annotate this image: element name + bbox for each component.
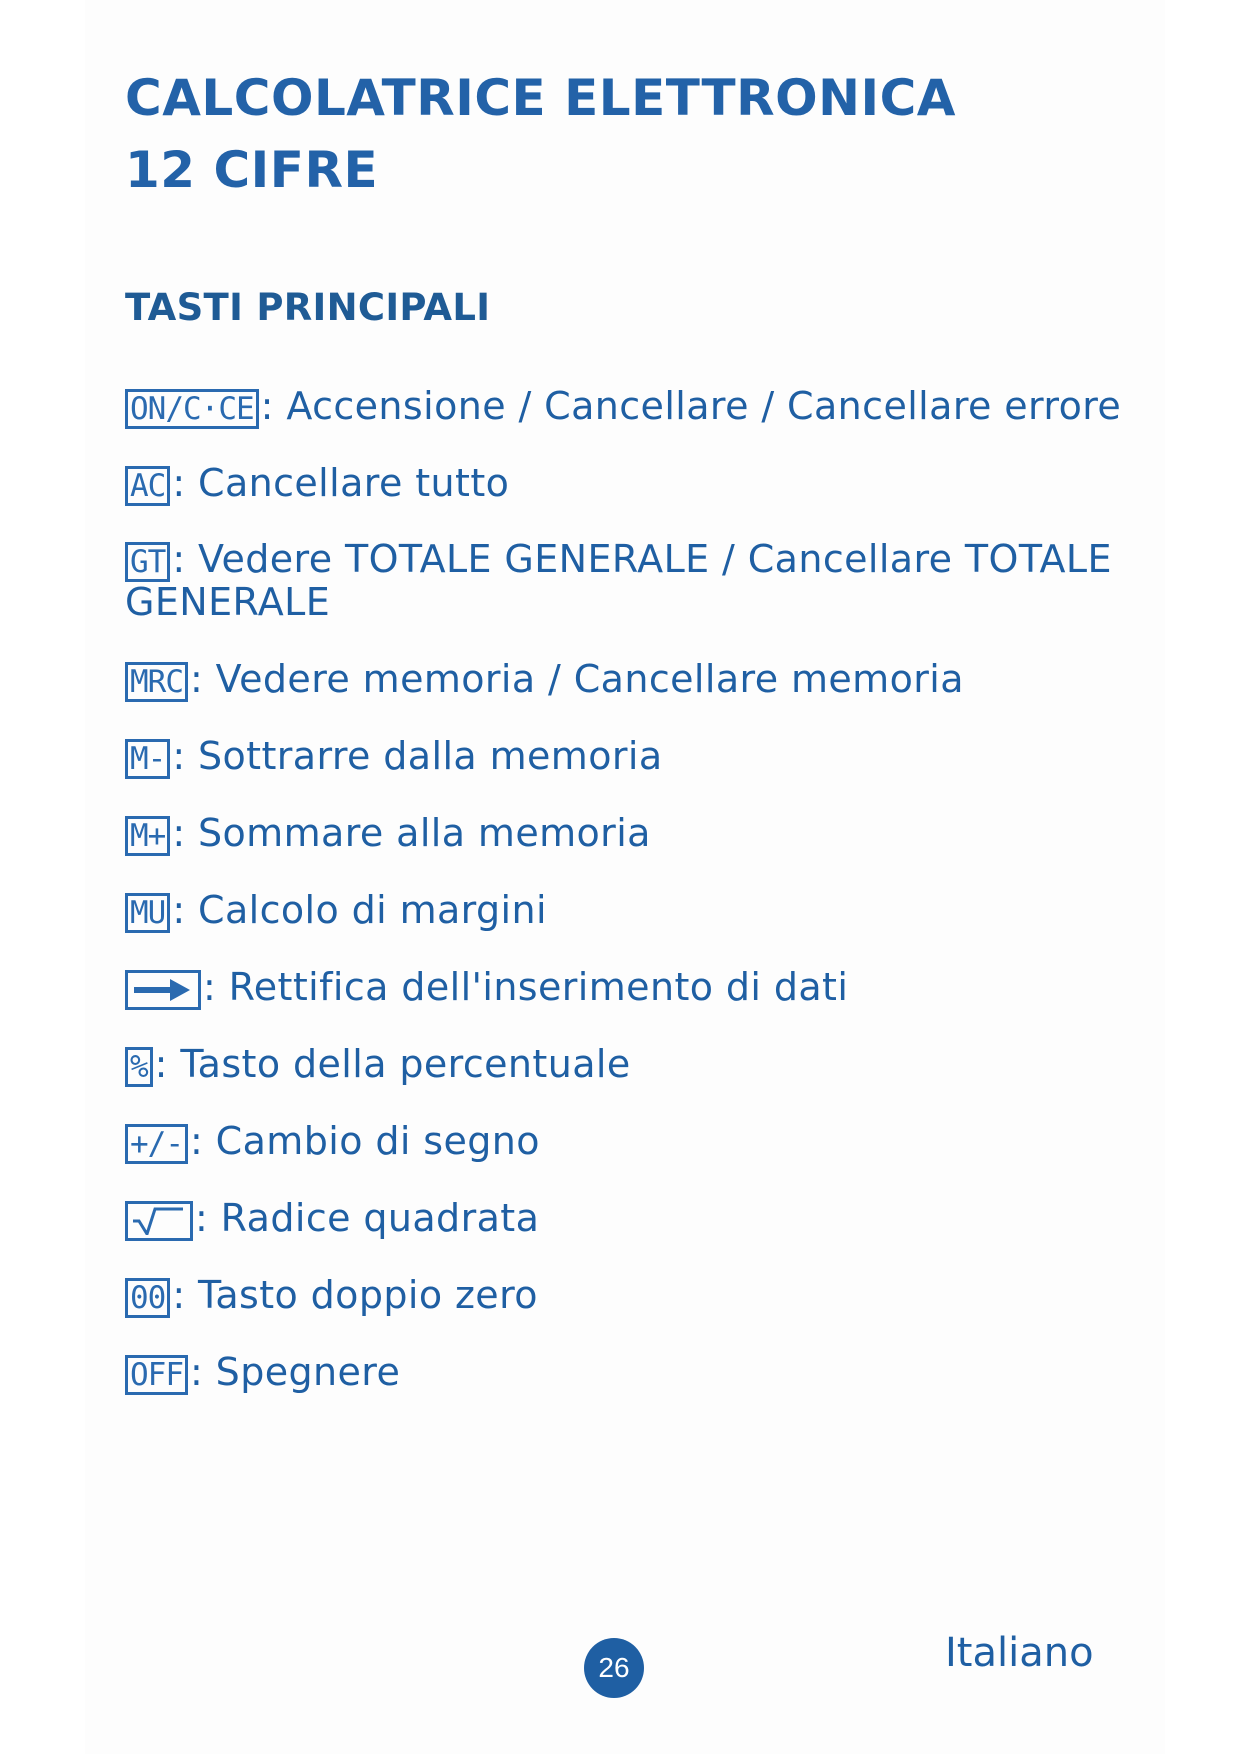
key-ac: AC	[125, 466, 170, 506]
key-row-off	[125, 1351, 1125, 1395]
key-desc: : Cancellare tutto	[172, 461, 510, 505]
key-double-zero: 00	[125, 1278, 170, 1318]
key-desc: : Vedere memoria / Cancellare memoria	[190, 657, 964, 701]
key-desc: : Sommare alla memoria	[172, 811, 651, 855]
key-plus-minus: +/-	[125, 1124, 188, 1164]
title-line-1: CALCOLATRICE ELETTRONICA	[125, 69, 956, 127]
key-row-sqrt	[125, 1197, 1125, 1241]
key-desc: : Accensione / Cancellare / Cancellare errore	[260, 384, 1122, 428]
key-desc: : Tasto della percentuale	[154, 1042, 631, 1086]
key-mu: MU	[125, 893, 170, 933]
language-label: Italiano	[945, 1630, 1094, 1676]
arrow-right-icon	[125, 970, 201, 1010]
key-gt: GT	[125, 542, 170, 582]
key-row-m-plus	[125, 812, 1125, 856]
key-on-c-ce: ON/C·CE	[125, 389, 259, 429]
key-m-minus: M-	[125, 739, 170, 779]
key-mrc: MRC	[125, 662, 188, 702]
key-desc: : Radice quadrata	[195, 1196, 540, 1240]
key-row-percent	[125, 1043, 1125, 1087]
title-line-2: 12 CIFRE	[125, 141, 379, 199]
key-row-on-c-ce	[125, 385, 1125, 429]
key-m-plus: M+	[125, 816, 170, 856]
key-row-arrow	[125, 966, 1125, 1010]
key-desc: : Tasto doppio zero	[172, 1273, 538, 1317]
page-background	[85, 0, 1165, 1754]
page-number-badge: 26	[584, 1638, 644, 1698]
square-root-icon	[125, 1201, 193, 1241]
key-off: OFF	[125, 1355, 188, 1395]
key-row-ac	[125, 462, 1125, 506]
key-row-mu	[125, 889, 1125, 933]
key-desc: : Cambio di segno	[190, 1119, 540, 1163]
document-title	[125, 62, 956, 206]
key-row-double-zero	[125, 1274, 1125, 1318]
key-desc: : Sottrarre dalla memoria	[172, 734, 663, 778]
key-percent: %	[125, 1047, 153, 1087]
key-desc: : Rettifica dell'inserimento di dati	[203, 965, 849, 1009]
key-row-mrc	[125, 658, 1125, 702]
key-row-m-minus	[125, 735, 1125, 779]
key-desc: : Vedere TOTALE GENERALE / Cancellare TOTALE GENERALE	[125, 537, 1112, 624]
key-row-gt	[125, 539, 1125, 622]
key-desc: : Spegnere	[190, 1350, 401, 1394]
key-desc: : Calcolo di margini	[172, 888, 547, 932]
key-row-plus-minus	[125, 1120, 1125, 1164]
section-heading: TASTI PRINCIPALI	[125, 286, 491, 329]
